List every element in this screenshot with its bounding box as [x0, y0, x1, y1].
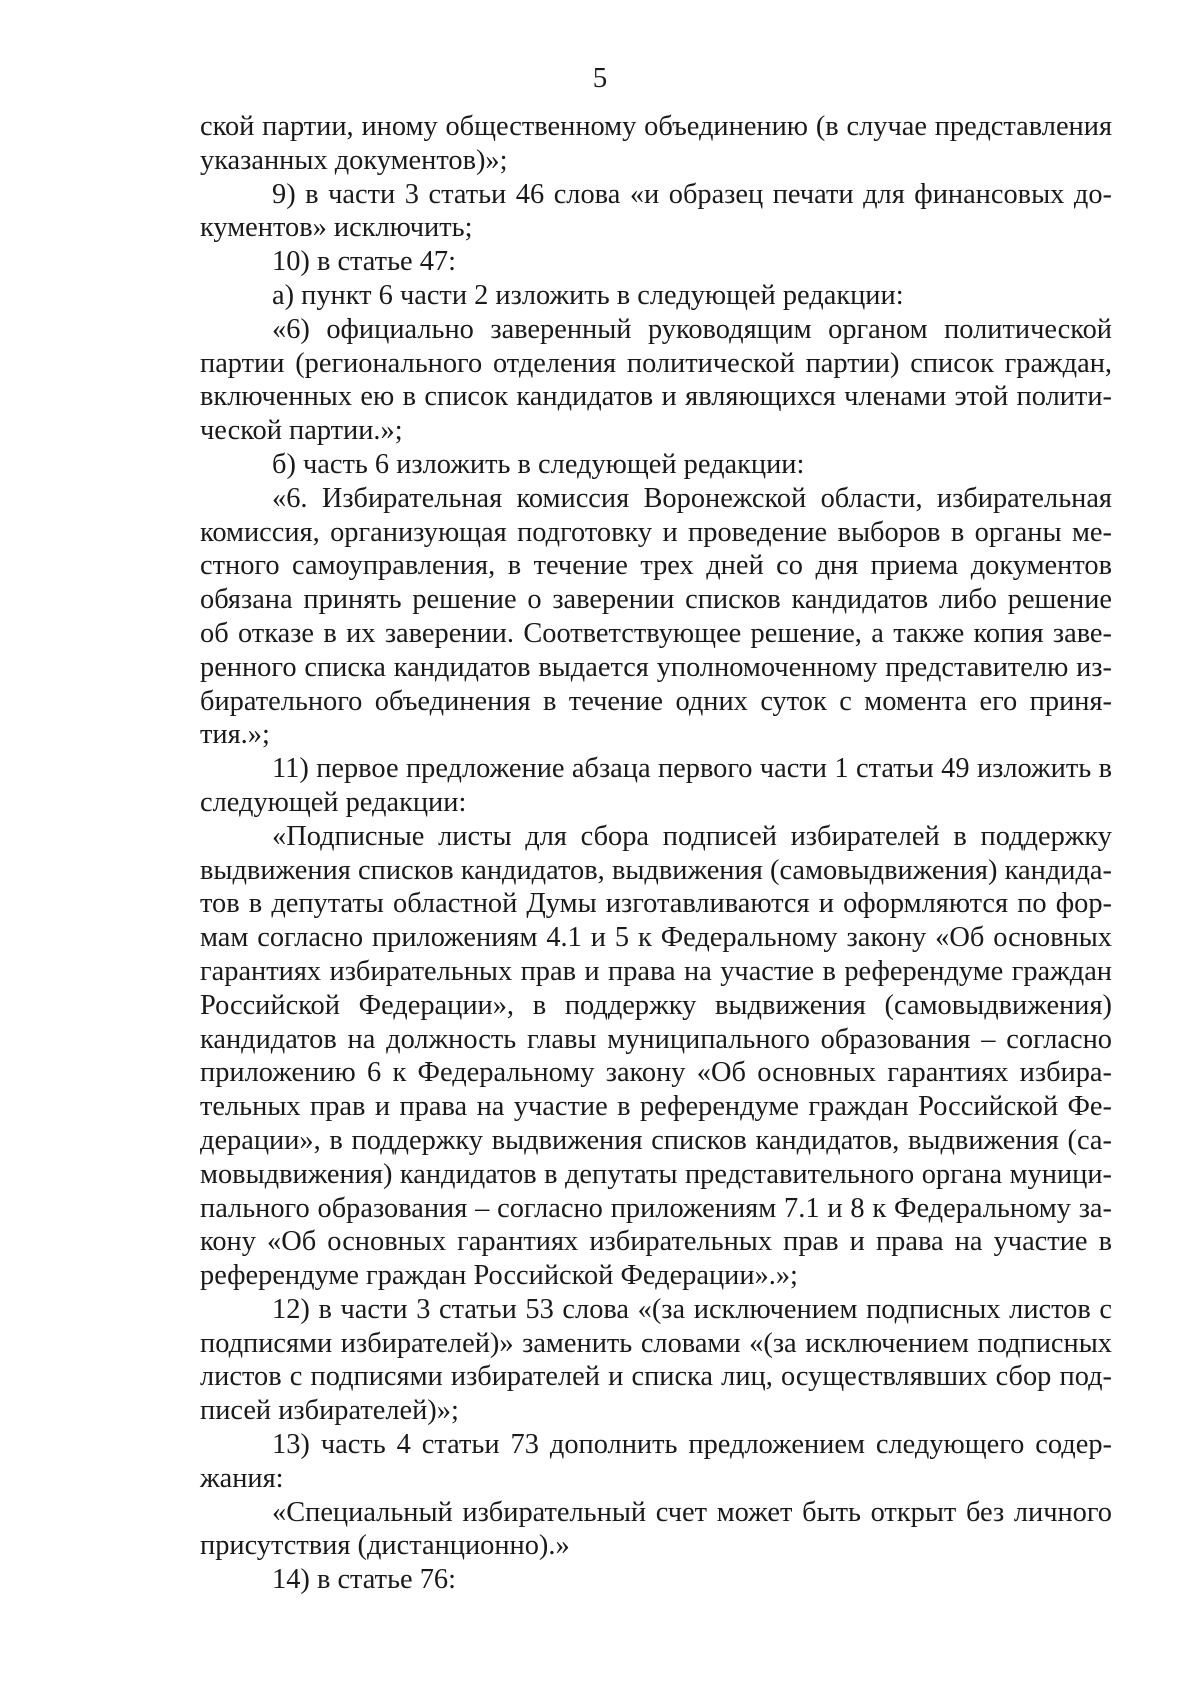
paragraph: 12) в части 3 статьи 53 слова «(за исключением подписных листов с подписями избирателей)» заменить словами «(за исключением подписных листов с подписями избирателей и списка лиц, осуществлявших сбор подписей избирателей)»;	[200, 1293, 1112, 1427]
paragraph: 11) первое предложение абзаца первого части 1 статьи 49 изложить в следующей редакции:	[200, 753, 1112, 818]
paragraph: «6. Избирательная комиссия Воронежской области, избирательная комиссия, организующая подготовку и проведение выборов в органы местного самоуправления, в течение трех дней со дня приема документов обязана принять решение о заверении списков кандидатов либо решение об отказе в их заверении. Соответствующее решение, а также копия заверенного списка кандидатов выдается уполномоченному представителю избирательного объединения в течение одних суток с момента его принятия.»;	[200, 482, 1112, 751]
paragraph: «Специальный избирательный счет может быть открыт без личного присутствия (дистанционно).»	[200, 1496, 1112, 1562]
paragraph: 14) в статье 76:	[272, 1564, 456, 1596]
paragraph: «6) официально заверенный руководящим органом политической партии (регионального отделения политической партии) список граждан, включенных ею в список кандидатов и являющихся членами этой политической партии.»;	[200, 313, 1112, 447]
paragraph: а) пункт 6 части 2 изложить в следующей редакции:	[272, 279, 904, 311]
paragraph: ской партии, иному общественному объединению (в случае представления указанных документов)»;	[200, 111, 1112, 176]
paragraph: б) часть 6 изложить в следующей редакции:	[272, 448, 805, 480]
paragraph: 9) в части 3 статьи 46 слова «и образец печати для финансовых документов» исключить;	[200, 178, 1112, 244]
paragraph: 10) в статье 47:	[272, 246, 456, 278]
page-number: 5	[592, 62, 608, 94]
body-text	[200, 110, 1112, 1597]
paragraph: «Подписные листы для сбора подписей избирателей в поддержку выдвижения списков кандидатов, выдвижения (самовыдвижения) кандидатов в депутаты областной Думы изготавливаются и оформляются по формам согласно приложениям 4.1 и 5 к Федеральному закону «Об основных гарантиях избирательных прав и права на участие в референдуме граждан Российской Федерации», в поддержку выдвижения (самовыдвижения) кандидатов на должность главы муниципального образования – согласно приложению 6 к Федеральному закону «Об основных гарантиях избирательных прав и права на участие в референдуме граждан Российской Федерации», в поддержку выдвижения списков кандидатов, выдвижения (самовыдвижения) кандидатов в депутаты представительного органа муниципального образования – согласно приложениям 7.1 и 8 к Федеральному закону «Об основных гарантиях избирательных прав и права на участие в референдуме граждан Российской Федерации».»;	[200, 820, 1112, 1292]
paragraph: 13) часть 4 статьи 73 дополнить предложением следующего содержания:	[200, 1429, 1112, 1494]
